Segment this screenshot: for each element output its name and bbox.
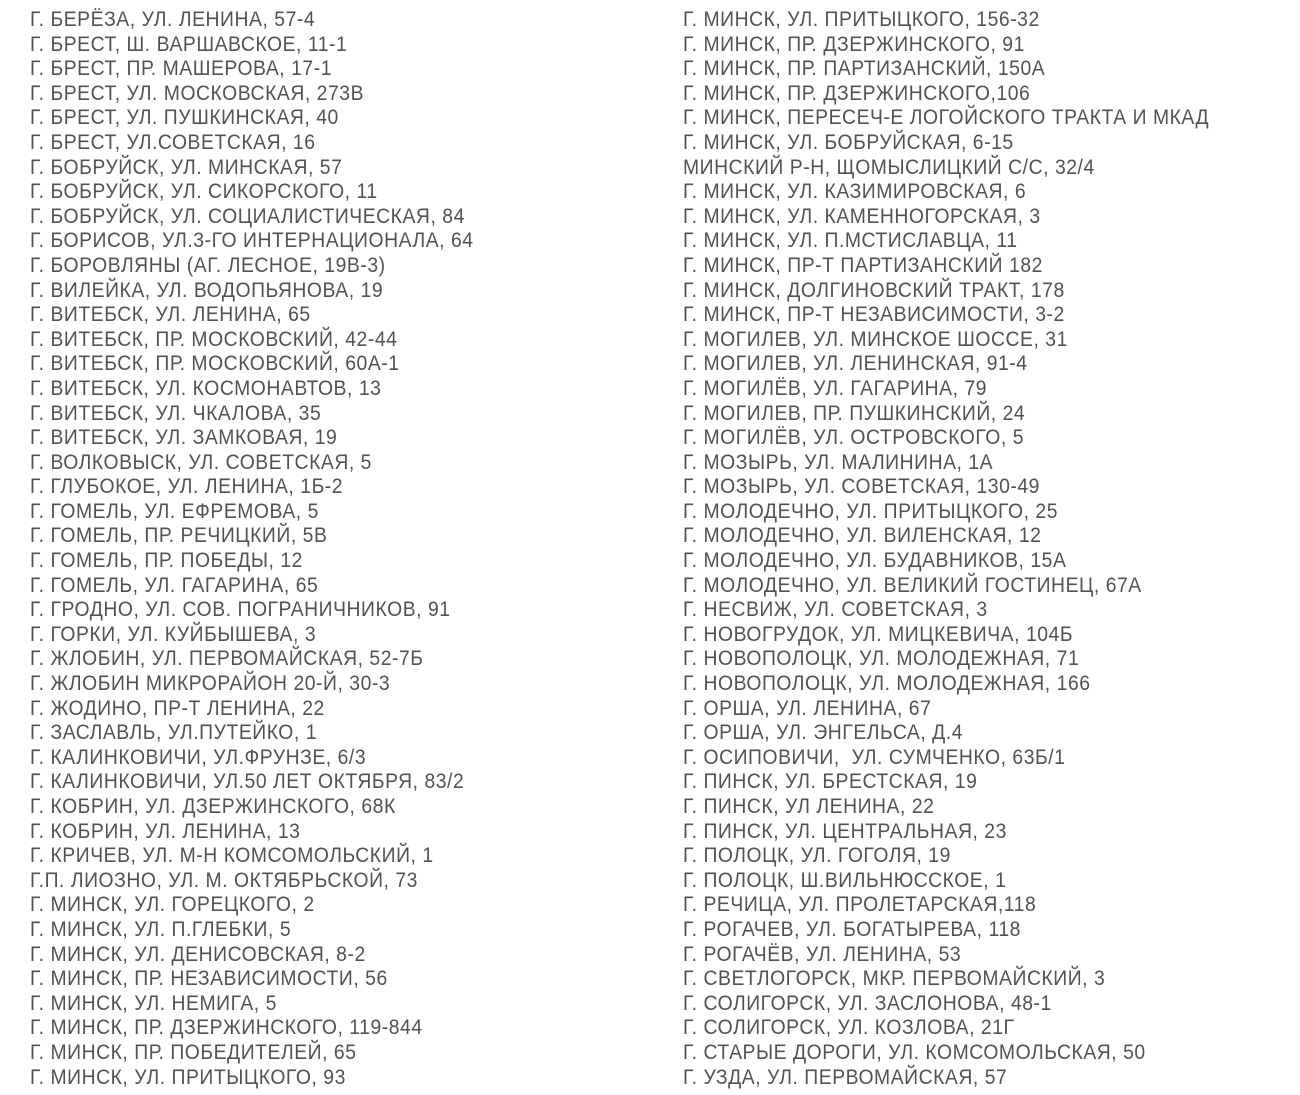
address-line: Г. ОСИПОВИЧИ, УЛ. СУМЧЕНКО, 63Б/1 — [683, 744, 1066, 769]
address-line: Г. ВИТЕБСК, ПР. МОСКОВСКИЙ, 60А-1 — [30, 351, 400, 376]
address-line: Г. БОРИСОВ, УЛ.3-ГО ИНТЕРНАЦИОНАЛА, 64 — [30, 228, 474, 253]
address-line: Г. БОБРУЙСК, УЛ. СИКОРСКОГО, 11 — [30, 179, 378, 204]
address-line: Г. МИНСК, УЛ. ГОРЕЦКОГО, 2 — [30, 892, 315, 917]
address-line: Г. БРЕСТ, УЛ. ПУШКИНСКАЯ, 40 — [30, 105, 339, 130]
address-line: Г. МИНСК, УЛ. БОБРУЙСКАЯ, 6-15 — [683, 129, 1014, 154]
address-line: Г. ВИЛЕЙКА, УЛ. ВОДОПЬЯНОВА, 19 — [30, 277, 384, 302]
address-line: Г. ЖОДИНО, ПР-Т ЛЕНИНА, 22 — [30, 695, 325, 720]
address-line: Г. МОЛОДЕЧНО, УЛ. ВИЛЕНСКАЯ, 12 — [683, 523, 1042, 548]
address-line: Г. ЖЛОБИН МИКРОРАЙОН 20-Й, 30-3 — [30, 671, 391, 696]
address-line: Г. ВИТЕБСК, УЛ. ЛЕНИНА, 65 — [30, 302, 311, 327]
address-line: Г. ОРША, УЛ. ЭНГЕЛЬСА, Д.4 — [683, 720, 964, 745]
address-line: Г. ПИНСК, УЛ. БРЕСТСКАЯ, 19 — [683, 769, 978, 794]
address-line: Г. МИНСК, УЛ. ПРИТЫЦКОГО, 156-32 — [683, 7, 1040, 31]
address-line: Г. МИНСК, ПР. ПОБЕДИТЕЛЕЙ, 65 — [30, 1039, 357, 1064]
address-line: Г. МОЗЫРЬ, УЛ. СОВЕТСКАЯ, 130-49 — [683, 474, 1040, 499]
address-line: Г. ВИТЕБСК, ПР. МОСКОВСКИЙ, 42-44 — [30, 326, 398, 351]
address-line: Г. РОГАЧЁВ, УЛ. ЛЕНИНА, 53 — [683, 941, 962, 966]
address-line: Г. СТАРЫЕ ДОРОГИ, УЛ. КОМСОМОЛЬСКАЯ, 50 — [683, 1039, 1146, 1064]
address-column-left — [30, 7, 474, 1089]
address-line: Г. ЖЛОБИН, УЛ. ПЕРВОМАЙСКАЯ, 52-7Б — [30, 646, 424, 671]
address-line: Г. БРЕСТ, УЛ. МОСКОВСКАЯ, 273В — [30, 80, 365, 105]
address-line: Г. ГЛУБОКОЕ, УЛ. ЛЕНИНА, 1Б-2 — [30, 474, 344, 499]
address-line: Г. БЕРЁЗА, УЛ. ЛЕНИНА, 57-4 — [30, 7, 316, 31]
address-line: Г. НЕСВИЖ, УЛ. СОВЕТСКАЯ, 3 — [683, 597, 988, 622]
address-line: Г. ВОЛКОВЫСК, УЛ. СОВЕТСКАЯ, 5 — [30, 449, 372, 474]
address-line: Г. БРЕСТ, ПР. МАШЕРОВА, 17-1 — [30, 56, 333, 81]
address-line: Г. ГОМЕЛЬ, УЛ. ЕФРЕМОВА, 5 — [30, 498, 319, 523]
address-line: Г. ВИТЕБСК, УЛ. ЗАМКОВАЯ, 19 — [30, 425, 338, 450]
address-line: Г. МОГИЛЕВ, УЛ. МИНСКОЕ ШОССЕ, 31 — [683, 326, 1068, 351]
address-line: Г. МОГИЛЕВ, ПР. ПУШКИНСКИЙ, 24 — [683, 400, 1026, 425]
address-line: Г. МОЛОДЕЧНО, УЛ. ПРИТЫЦКОГО, 25 — [683, 498, 1059, 523]
address-line: Г. МИНСК, ПР. НЕЗАВИСИМОСТИ, 56 — [30, 966, 388, 991]
address-line: Г. СОЛИГОРСК, УЛ. КОЗЛОВА, 21Г — [683, 1015, 1015, 1040]
address-line: Г. МОЗЫРЬ, УЛ. МАЛИНИНА, 1А — [683, 449, 994, 474]
address-line: Г. МОГИЛЕВ, УЛ. ЛЕНИНСКАЯ, 91-4 — [683, 351, 1028, 376]
address-line: Г. МИНСК, УЛ. ДЕНИСОВСКАЯ, 8-2 — [30, 941, 366, 966]
address-line: МИНСКИЙ Р-Н, ЩОМЫСЛИЦКИЙ С/С, 32/4 — [683, 154, 1095, 179]
address-line: Г. МОЛОДЕЧНО, УЛ. БУДАВНИКОВ, 15А — [683, 548, 1067, 573]
address-line: Г. ГРОДНО, УЛ. СОВ. ПОГРАНИЧНИКОВ, 91 — [30, 597, 451, 622]
address-line: Г. НОВОГРУДОК, УЛ. МИЦКЕВИЧА, 104Б — [683, 621, 1074, 646]
address-line: Г. КОБРИН, УЛ. ЛЕНИНА, 13 — [30, 818, 301, 843]
address-line: Г.П. ЛИОЗНО, УЛ. М. ОКТЯБРЬСКОЙ, 73 — [30, 867, 418, 892]
address-line: Г. МИНСК, ПР. ДЗЕРЖИНСКОГО, 91 — [683, 31, 1025, 56]
address-line: Г. БРЕСТ, Ш. ВАРШАВСКОЕ, 11-1 — [30, 31, 348, 56]
address-line: Г. МИНСК, УЛ. КАМЕННОГОРСКАЯ, 3 — [683, 203, 1041, 228]
address-line: Г. ГОМЕЛЬ, ПР. РЕЧИЦКИЙ, 5В — [30, 523, 328, 548]
address-line: Г. МОЛОДЕЧНО, УЛ. ВЕЛИКИЙ ГОСТИНЕЦ, 67А — [683, 572, 1142, 597]
address-line: Г. МИНСК, ПР. ДЗЕРЖИНСКОГО, 119-844 — [30, 1015, 423, 1040]
address-line: Г. МИНСК, ПР-Т НЕЗАВИСИМОСТИ, 3-2 — [683, 302, 1065, 327]
address-line: Г. КОБРИН, УЛ. ДЗЕРЖИНСКОГО, 68К — [30, 794, 396, 818]
address-line: Г. МОГИЛЁВ, УЛ. ГАГАРИНА, 79 — [683, 375, 988, 400]
address-line: Г. БОБРУЙСК, УЛ. СОЦИАЛИСТИЧЕСКАЯ, 84 — [30, 203, 465, 228]
address-line: Г. ГОРКИ, УЛ. КУЙБЫШЕВА, 3 — [30, 621, 317, 646]
address-line: Г. МИНСК, ПР. ПАРТИЗАНСКИЙ, 150А — [683, 56, 1046, 81]
address-line: Г. ЗАСЛАВЛЬ, УЛ.ПУТЕЙКО, 1 — [30, 720, 318, 745]
address-line: Г. МИНСК, УЛ. П.ГЛЕБКИ, 5 — [30, 916, 292, 941]
address-line: Г. БОБРУЙСК, УЛ. МИНСКАЯ, 57 — [30, 154, 343, 179]
address-line: Г. УЗДА, УЛ. ПЕРВОМАЙСКАЯ, 57 — [683, 1064, 1008, 1089]
address-line: Г. НОВОПОЛОЦК, УЛ. МОЛОДЕЖНАЯ, 71 — [683, 646, 1080, 671]
address-line: Г. МИНСК, ПР-Т ПАРТИЗАНСКИЙ 182 — [683, 252, 1043, 277]
address-line: Г. СОЛИГОРСК, УЛ. ЗАСЛОНОВА, 48-1 — [683, 990, 1052, 1015]
address-line: Г. ГОМЕЛЬ, УЛ. ГАГАРИНА, 65 — [30, 572, 319, 597]
address-line: Г. БРЕСТ, УЛ.СОВЕТСКАЯ, 16 — [30, 129, 316, 154]
address-line: Г. СВЕТЛОГОРСК, МКР. ПЕРВОМАЙСКИЙ, 3 — [683, 966, 1106, 991]
address-line: Г. ПИНСК, УЛ ЛЕНИНА, 22 — [683, 794, 935, 818]
address-line: Г. КРИЧЕВ, УЛ. М-Н КОМСОМОЛЬСКИЙ, 1 — [30, 843, 434, 868]
address-line: Г. МИНСК, ПЕРЕСЕЧ-Е ЛОГОЙСКОГО ТРАКТА И МКАД — [683, 105, 1210, 130]
address-line: Г. МИНСК, УЛ. НЕМИГА, 5 — [30, 990, 277, 1015]
address-line: Г. МИНСК, УЛ. П.МСТИСЛАВЦА, 11 — [683, 228, 1018, 253]
address-line: Г. МИНСК, ДОЛГИНОВСКИЙ ТРАКТ, 178 — [683, 277, 1065, 302]
address-line: Г. ОРША, УЛ. ЛЕНИНА, 67 — [683, 695, 932, 720]
address-line: Г. КАЛИНКОВИЧИ, УЛ.ФРУНЗЕ, 6/3 — [30, 744, 367, 769]
address-line: Г. МИНСК, ПР. ДЗЕРЖИНСКОГО,106 — [683, 80, 1031, 105]
address-line: Г. ВИТЕБСК, УЛ. ЧКАЛОВА, 35 — [30, 400, 322, 425]
address-line: Г. НОВОПОЛОЦК, УЛ. МОЛОДЕЖНАЯ, 166 — [683, 671, 1091, 696]
address-column-right — [683, 7, 1209, 1089]
address-line: Г. ПОЛОЦК, Ш.ВИЛЬНЮССКОЕ, 1 — [683, 867, 1007, 892]
address-line: Г. РЕЧИЦА, УЛ. ПРОЛЕТАРСКАЯ,118 — [683, 892, 1037, 917]
address-line: Г. ПИНСК, УЛ. ЦЕНТРАЛЬНАЯ, 23 — [683, 818, 1007, 843]
address-line: Г. ПОЛОЦК, УЛ. ГОГОЛЯ, 19 — [683, 843, 951, 868]
address-line: Г. МОГИЛЁВ, УЛ. ОСТРОВСКОГО, 5 — [683, 425, 1025, 450]
address-line: Г. БОРОВЛЯНЫ (АГ. ЛЕСНОЕ, 19В-3) — [30, 252, 386, 277]
address-line: Г. РОГАЧЕВ, УЛ. БОГАТЫРЕВА, 118 — [683, 916, 1021, 941]
address-line: Г. ВИТЕБСК, УЛ. КОСМОНАВТОВ, 13 — [30, 375, 382, 400]
address-line: Г. КАЛИНКОВИЧИ, УЛ.50 ЛЕТ ОКТЯБРЯ, 83/2 — [30, 769, 465, 794]
address-line: Г. МИНСК, УЛ. ПРИТЫЦКОГО, 93 — [30, 1064, 346, 1089]
address-line: Г. ГОМЕЛЬ, ПР. ПОБЕДЫ, 12 — [30, 548, 303, 573]
address-line: Г. МИНСК, УЛ. КАЗИМИРОВСКАЯ, 6 — [683, 179, 1027, 204]
